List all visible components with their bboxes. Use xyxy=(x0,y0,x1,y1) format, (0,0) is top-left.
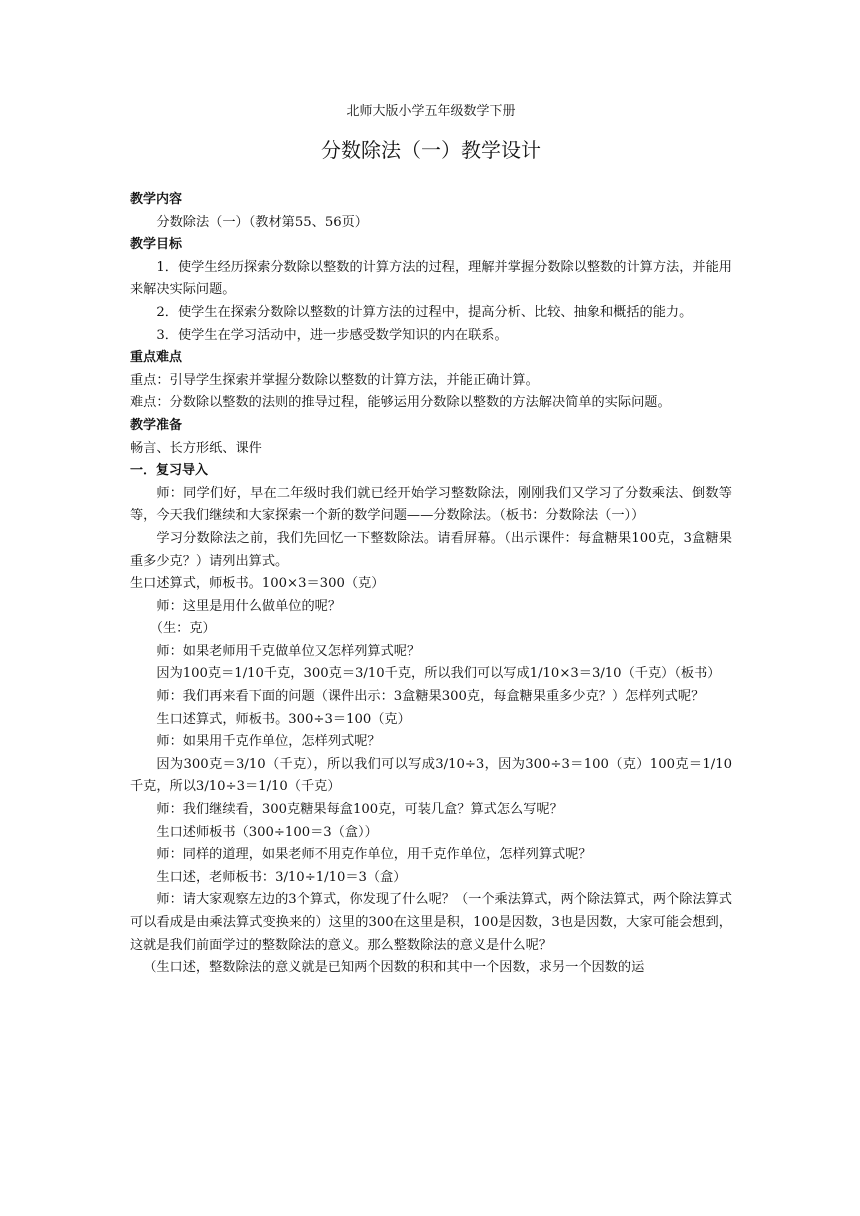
body-paragraph: 师：同学们好，早在二年级时我们就已经开始学习整数除法，刚刚我们又学习了分数乘法、倒数等等，今天我们继续和大家探索一个新的数学问题——分数除法。（板书：分数除法（一）） xyxy=(130,485,732,524)
document-page xyxy=(130,102,732,980)
body-paragraph: 3．使学生在学习活动中，进一步感受数学知识的内在联系。 xyxy=(156,327,508,343)
body-paragraph: 生口述，老师板书：3/10÷1/10＝3（盒） xyxy=(156,869,407,885)
section-heading: 教学准备 xyxy=(130,417,183,433)
section-heading: 教学内容 xyxy=(130,192,183,207)
body-paragraph: （生口述，整数除法的意义就是已知两个因数的积和其中一个因数，求另一个因数的运 xyxy=(143,960,645,976)
body-paragraph: 师：同样的道理，如果老师不用克作单位，用千克作单位，怎样列算式呢？ xyxy=(156,847,592,863)
body-paragraph: 2．使学生在探索分数除以整数的计算方法的过程中，提高分析、比较、抽象和概括的能力。 xyxy=(156,304,693,320)
body-paragraph: 师：如果老师用千克做单位又怎样列算式呢？ xyxy=(156,643,421,659)
body-paragraph: 生口述算式，师板书。100×3＝300（克） xyxy=(130,576,385,592)
section-heading: 教学目标 xyxy=(130,237,183,253)
body-paragraph: 师：我们再来看下面的问题（课件出示：3盒糖果300克，每盒糖果重多少克？）怎样列式呢？ xyxy=(156,689,705,705)
body-paragraph: 重点：引导学生探索并掌握分数除以整数的计算方法，并能正确计算。 xyxy=(130,372,539,388)
body-paragraph: 难点：分数除以整数的法则的推导过程，能够运用分数除以整数的方法解决简单的实际问题。 xyxy=(130,395,671,411)
body-paragraph: 师：我们继续看，300克糖果每盒100克，可装几盒？算式怎么写呢？ xyxy=(156,802,563,818)
body-paragraph: 生口述师板书（300÷100＝3（盒）） xyxy=(156,824,378,840)
body-paragraph: 1．使学生经历探索分数除以整数的计算方法的过程，理解并掌握分数除以整数的计算方法，并能用来解决实际问题。 xyxy=(130,259,732,298)
section-heading: 重点难点 xyxy=(130,350,183,366)
document-title: 分数除法（一）教学设计 xyxy=(321,138,541,162)
body-paragraph: 学习分数除法之前，我们先回忆一下整数除法。请看屏幕。（出示课件：每盒糖果100克，3盒糖果重多少克？）请列出算式。 xyxy=(130,530,732,569)
body-paragraph: 师：如果用千克作单位，怎样列式呢？ xyxy=(156,734,381,750)
body-paragraph: 分数除法（一）（教材第55、56页） xyxy=(156,214,368,230)
document-subtitle: 北师大版小学五年级数学下册 xyxy=(346,104,516,119)
section-heading: 一．复习导入 xyxy=(130,463,209,479)
body-paragraph: 畅言、长方形纸、课件 xyxy=(130,440,262,456)
body-paragraph: 生口述算式，师板书。300÷3＝100（克） xyxy=(156,711,411,727)
body-paragraph: 因为300克＝3/10（千克），所以我们可以写成3/10÷3，因为300÷3＝100（克）100克＝1/10千克，所以3/10÷3＝1/10（千克） xyxy=(130,756,732,795)
document-body xyxy=(130,189,732,980)
body-paragraph: 师：这里是用什么做单位的呢？ xyxy=(156,598,342,614)
body-paragraph: （生：克） xyxy=(149,621,216,637)
body-paragraph: 师：请大家观察左边的3个算式，你发现了什么呢？（一个乘法算式，两个除法算式，两个除法算式可以看成是由乘法算式变换来的）这里的300在这里是积，100是因数，3也是因数，大家可能会想到，这就是我们前面学过的整数除法的意义。那么整数除法的意义是什么呢？ xyxy=(130,892,732,953)
body-paragraph: 因为100克＝1/10千克，300克＝3/10千克，所以我们可以写成1/10×3＝3/10（千克）（板书） xyxy=(156,666,721,682)
